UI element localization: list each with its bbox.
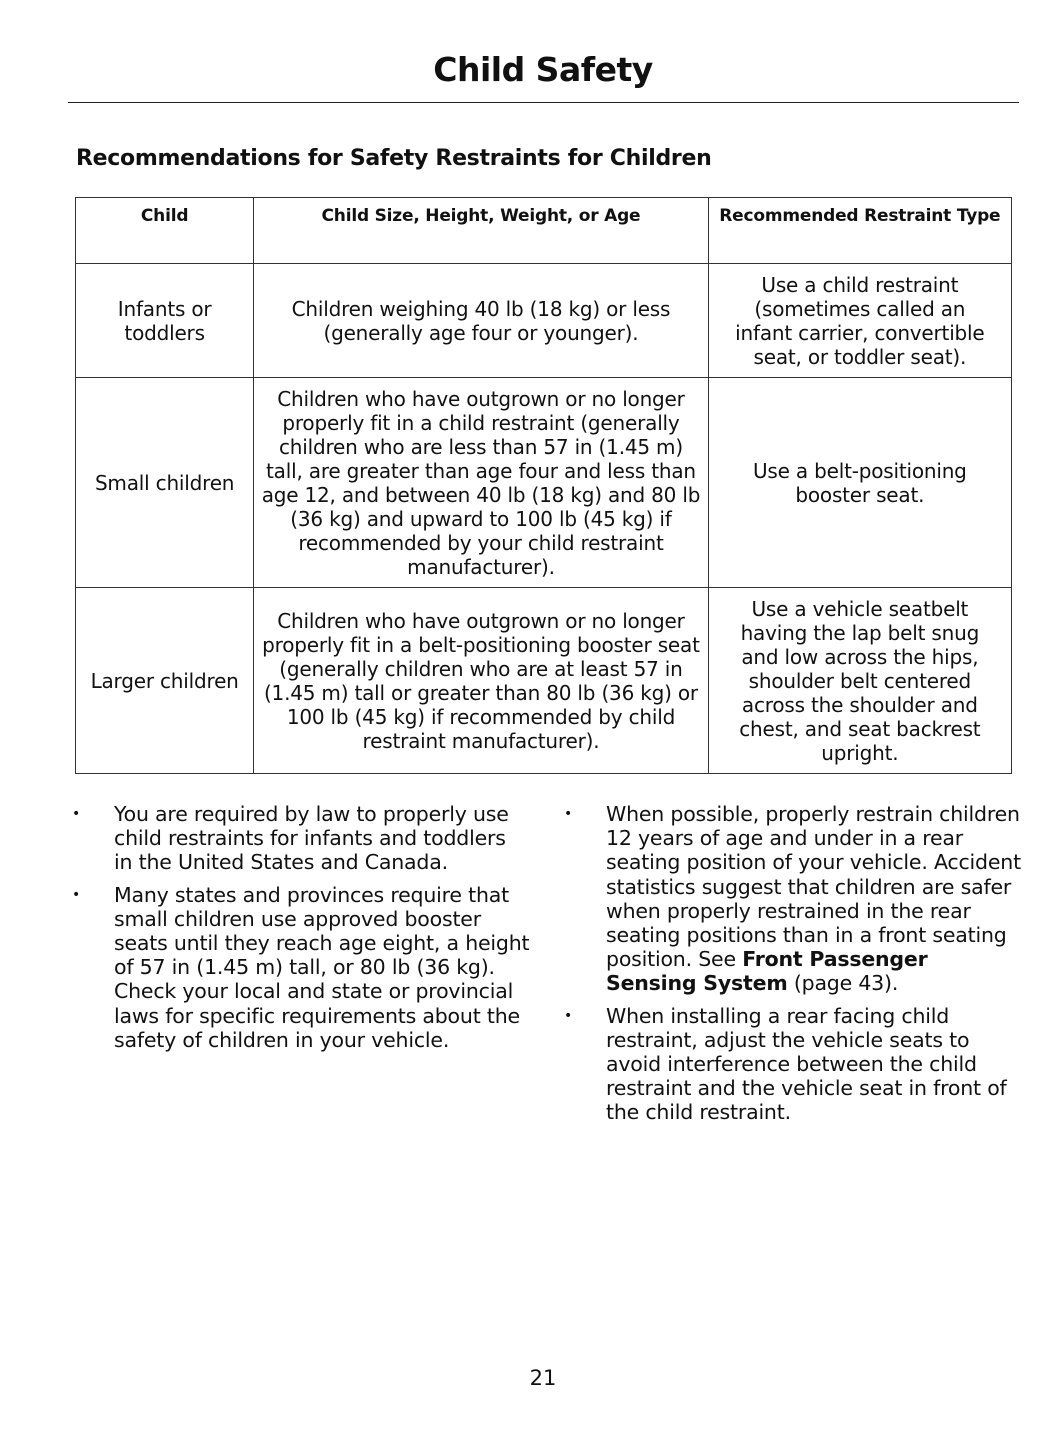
table-row [76,378,1012,588]
page-title: Child Safety [433,50,653,89]
list-item [70,802,530,875]
header-child: Child [76,198,254,264]
restraint-table [75,197,1012,774]
header-size: Child Size, Height, Weight, or Age [254,198,708,264]
bullet-icon: • [72,806,81,822]
table-row [76,588,1012,774]
list-item [562,1004,1022,1125]
header-restraint: Recommended Restraint Type [708,198,1011,264]
cell-restraint: Use a belt-positioning booster seat. [708,378,1011,588]
title-divider [68,102,1019,103]
cell-restraint: Use a vehicle seatbelt having the lap belt snug and low across the hips, shoulder belt centered across the shoulder and chest, and seat backrest upright. [708,588,1011,774]
bullet-text: When possible, properly restrain children 12 years of age and under in a rear seating position of your vehicle. Accident statistics suggest that children are safer when properly restrained in the rear seating positions than in a front seating position. See [606,802,1021,972]
cell-size: Children who have outgrown or no longer properly fit in a child restraint (generally children who are less than 57 in (1.45 m) tall, are greater than age four and less than age 12, and between 40 lb (18 kg) and 80 lb (36 kg) and upward to 100 lb (45 kg) if recommended by your child restraint manufacturer). [254,378,708,588]
page-number: 21 [529,1366,557,1390]
section-heading: Recommendations for Safety Restraints for Children [76,146,712,171]
cell-size: Children who have outgrown or no longer properly fit in a belt-positioning booster seat (generally children who are at least 57 in (1.45 m) tall or greater than 80 lb (36 kg) or 100 lb (45 kg) if recommended by child restraint manufacturer). [254,588,708,774]
list-item [70,883,530,1052]
bullet-text: Many states and provinces require that small children use approved booster seats until they reach age eight, a height of 57 in (1.45 m) tall, or 80 lb (36 kg). Check your local and state or provincial laws for specific requirements about the safety of children in your vehicle. [114,882,530,1052]
cross-reference-link[interactable]: Front Passenger Sensing System [606,947,928,996]
page-reference: (page 43). [793,971,899,996]
bullet-icon: • [564,806,573,822]
cell-child: Larger children [76,588,254,774]
cell-restraint: Use a child restraint (sometimes called an infant carrier, convertible seat, or toddler seat). [708,264,1011,378]
right-bullet-list [562,802,1022,1133]
list-item [562,802,1022,996]
bullet-text: When installing a rear facing child restraint, adjust the vehicle seats to avoid interference between the child restraint and the vehicle seat in front of the child restraint. [606,1003,1007,1125]
left-bullet-list [70,802,530,1060]
table-row [76,264,1012,378]
cell-child: Small children [76,378,254,588]
cell-child: Infants or toddlers [76,264,254,378]
bullet-icon: • [564,1007,573,1024]
bullet-text: You are required by law to properly use child restraints for infants and toddlers in the United States and Canada. [114,802,509,875]
bullet-icon: • [72,886,81,903]
cell-size: Children weighing 40 lb (18 kg) or less (generally age four or younger). [254,264,708,378]
table-header-row [76,198,1012,264]
